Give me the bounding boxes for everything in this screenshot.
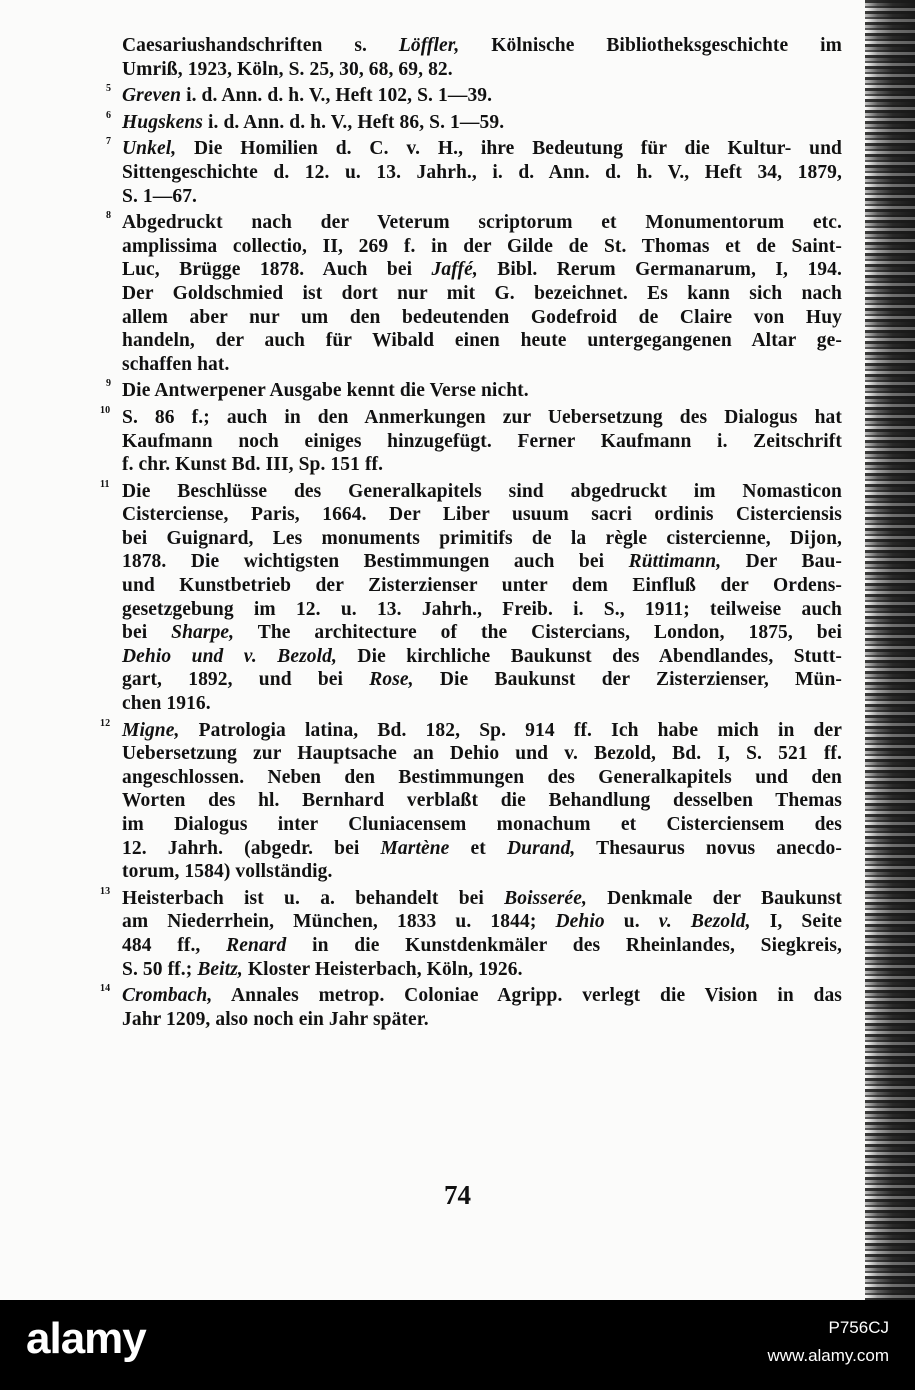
text-run: f. chr. Kunst Bd. III, Sp. 151 ff.: [122, 454, 384, 476]
footnote: [100, 983, 842, 1031]
text-run: 12. Jahrh. (abgedr. bei: [122, 837, 381, 859]
footnote: [106, 109, 842, 135]
footnote: [100, 478, 843, 716]
footnote-line: [122, 258, 842, 282]
footnote-line: [122, 161, 842, 185]
italic-run: Migne,: [122, 719, 180, 741]
text-run: Jahr 1209, also noch ein Jahr später.: [122, 1008, 429, 1030]
page-number: 74: [444, 1180, 471, 1210]
text-run: Kaufmann noch einiges hinzugefügt. Ferner Kaufmann i. Zeitschrift: [122, 430, 842, 452]
text-run: Der Bau-: [721, 551, 842, 573]
footnote-line: [122, 185, 842, 209]
alamy-logo: alamy: [26, 1314, 146, 1363]
footnote-line: [122, 887, 842, 911]
footnote-line: [122, 645, 842, 669]
text-run: Die Beschlüsse des Generalkapitels sind abgedruckt im Nomasticon: [122, 480, 842, 502]
site-url: www.alamy.com: [767, 1346, 889, 1365]
text-run: schaffen hat.: [122, 353, 230, 375]
image-id: P756CJ: [828, 1318, 889, 1337]
text-run: Die kirchliche Baukunst des Abendlandes, Stutt-: [336, 645, 843, 667]
text-run: i. d. Ann. d. h. V., Heft 102, S. 1—39.: [181, 85, 493, 107]
italic-run: Sharpe,: [171, 622, 235, 644]
footnotes-block: [100, 34, 843, 1034]
footnote-line: [122, 574, 842, 598]
footnote-number: 7: [106, 136, 112, 148]
italic-run: Renard: [226, 934, 287, 956]
text-run: Bibl. Rerum Germanarum, I, 194.: [477, 259, 842, 281]
italic-run: Boisserée,: [504, 887, 587, 909]
text-run: 484 ff.,: [122, 934, 227, 956]
footnote-line: [122, 137, 842, 161]
footnote-line: [122, 692, 842, 716]
text-run: u.: [604, 911, 659, 933]
footnote-number: 11: [100, 478, 110, 490]
text-run: S. 1—67.: [122, 185, 198, 207]
footnote-line: [122, 668, 842, 692]
footnote: [106, 378, 842, 403]
text-run: und Kunstbetrieb der Zisterzienser unter dem Einfluß der Ordens-: [122, 575, 842, 597]
text-run: amplissima collectio, II, 269 f. in der Gilde de St. Thomas et de Saint-: [122, 235, 842, 257]
footnote-line: [122, 1008, 842, 1032]
text-run: in die Kunstdenkmäler des Rheinlandes, Siegkreis,: [286, 934, 842, 956]
text-run: Sittengeschichte d. 12. u. 13. Jahrh., i. d. Ann. d. h. V., Heft 34, 1879,: [122, 161, 842, 183]
footnote-line: [122, 719, 842, 743]
footnote-line: [122, 453, 842, 477]
italic-run: Greven: [122, 85, 182, 107]
footnote-line: [122, 934, 842, 958]
footnote-number: 10: [100, 404, 111, 416]
italic-run: Martène: [380, 837, 450, 859]
italic-run: Crombach,: [122, 985, 213, 1007]
footnote-line: [122, 379, 842, 403]
text-run: chen 1916.: [122, 693, 211, 715]
text-run: S. 86 f.; auch in den Anmerkungen zur Uebersetzung des Dialogus hat: [122, 406, 842, 428]
text-run: Abgedruckt nach der Veterum scriptorum et Monumentorum etc.: [122, 212, 842, 234]
footnote: [106, 136, 842, 208]
text-run: Umriß, 1923, Köln, S. 25, 30, 68, 69, 82.: [122, 58, 453, 80]
footnote-line: [122, 503, 842, 527]
text-run: angeschlossen. Neben den Bestimmungen des Generalkapitels und den: [122, 766, 842, 788]
text-run: gesetzgebung im 12. u. 13. Jahrh., Freib. i. S., 1911; teilweise auch: [122, 598, 842, 620]
text-run: I, Seite: [750, 911, 842, 933]
text-run: gart, 1892, und bei: [122, 669, 370, 691]
footnote-line: [122, 430, 842, 454]
text-run: Uebersetzung zur Hauptsache an Dehio und v. Bezold, Bd. I, S. 521 ff.: [122, 743, 842, 765]
italic-run: Löffler,: [398, 35, 460, 56]
italic-run: Hugskens: [122, 111, 203, 133]
text-run: im Dialogus inter Cluniacensem monachum et Cisterciensem des: [122, 814, 842, 835]
text-run: The architecture of the Cistercians, London, 1875, bei: [234, 622, 842, 644]
footnote-line: [122, 910, 842, 934]
text-run: Worten des hl. Bernhard verblaßt die Behandlung desselben Themas: [122, 790, 842, 812]
page-edge-shadow: [865, 0, 915, 1300]
watermark-banner: [0, 1300, 915, 1390]
footnote-line: [122, 766, 842, 790]
footnote-line: [122, 621, 842, 645]
text-run: Die Antwerpener Ausgabe kennt die Verse nicht.: [122, 380, 529, 402]
italic-run: Rose,: [369, 669, 414, 691]
footnote-line: [122, 211, 842, 235]
footnote-line: [122, 235, 842, 259]
italic-run: Jaffé,: [431, 259, 478, 281]
footnote-line: [122, 813, 842, 837]
text-run: Kloster Heisterbach, Köln, 1926.: [242, 958, 523, 980]
italic-run: Rüttimann,: [628, 551, 722, 573]
footnote-line: [122, 789, 842, 813]
text-run: Patrologia latina, Bd. 182, Sp. 914 ff. Ich habe mich in der: [179, 719, 842, 741]
footnote-line: [122, 111, 842, 135]
footnote-number: 6: [106, 109, 112, 121]
text-run: handeln, der auch für Wibald einen heute untergegangenen Altar ge-: [122, 330, 842, 352]
text-run: Kölnische Bibliotheksgeschichte im: [459, 35, 842, 56]
footnote-number: 8: [106, 210, 112, 222]
footnote-line: [122, 282, 842, 306]
text-run: Luc, Brügge 1878. Auch bei: [122, 259, 432, 281]
text-run: Annales metrop. Coloniae Agripp. verlegt die Vision in das: [212, 985, 842, 1007]
text-run: i. d. Ann. d. h. V., Heft 86, S. 1—59.: [203, 111, 505, 133]
text-run: allem aber nur um den bedeutenden Godefroid de Claire von Huy: [122, 306, 842, 328]
italic-run: Beitz,: [197, 958, 243, 980]
text-run: Heisterbach ist u. a. behandelt bei: [122, 887, 505, 909]
footnote: [106, 210, 842, 376]
footnote-line: [122, 837, 842, 861]
footnote-line: [122, 353, 842, 377]
text-run: Der Goldschmied ist dort nur mit G. bezeichnet. Es kann sich nach: [122, 282, 842, 304]
footnote-line: [122, 527, 842, 551]
footnote-line: [122, 58, 842, 82]
footnote-number: 9: [106, 378, 112, 390]
italic-run: v. Bezold,: [658, 911, 751, 933]
footnote-line: [122, 406, 842, 430]
footnote: [122, 34, 842, 81]
footnote-line: [122, 742, 842, 766]
text-run: Die Baukunst der Zisterzienser, Mün-: [413, 669, 842, 691]
italic-run: Unkel,: [122, 138, 177, 160]
footnote-line: [122, 958, 842, 982]
footnote-line: [122, 480, 842, 504]
text-run: S. 50 ff.;: [122, 958, 198, 980]
footnote-line: [122, 34, 842, 58]
footnote-number: 12: [100, 717, 111, 729]
italic-run: Dehio: [555, 911, 605, 933]
footnote-line: [122, 306, 842, 330]
footnote: [100, 404, 842, 477]
italic-run: Durand,: [506, 837, 576, 859]
footnote-number: 13: [100, 885, 111, 897]
text-run: bei: [122, 622, 172, 644]
footnote: [106, 83, 842, 108]
text-run: am Niederrhein, München, 1833 u. 1844;: [122, 911, 556, 933]
text-run: 1878. Die wichtigsten Bestimmungen auch bei: [122, 551, 629, 573]
footnote-line: [122, 329, 842, 353]
text-run: torum, 1584) vollständig.: [122, 861, 333, 883]
footnote-line: [122, 598, 842, 622]
text-run: Denkmale der Baukunst: [586, 887, 842, 909]
text-run: bei Guignard, Les monuments primitifs de la règle cistercienne, Dijon,: [122, 527, 842, 549]
footnote-line: [122, 984, 842, 1008]
footnote-line: [122, 84, 842, 108]
italic-run: Dehio und v. Bezold,: [122, 645, 337, 667]
footnote-line: [122, 860, 842, 884]
footnote: [100, 885, 842, 981]
text-run: Thesaurus novus anecdo-: [575, 837, 842, 859]
text-run: Cisterciense, Paris, 1664. Der Liber usuum sacri ordinis Cisterciensis: [122, 504, 842, 526]
text-run: Die Homilien d. C. v. H., ihre Bedeutung für die Kultur- und: [176, 138, 842, 160]
footnote: [100, 717, 842, 884]
footnote-line: [122, 550, 842, 574]
text-run: Caesariushandschriften s.: [122, 35, 399, 56]
footnote-number: 14: [100, 983, 111, 995]
text-run: et: [449, 837, 507, 859]
footnote-number: 5: [106, 83, 112, 95]
